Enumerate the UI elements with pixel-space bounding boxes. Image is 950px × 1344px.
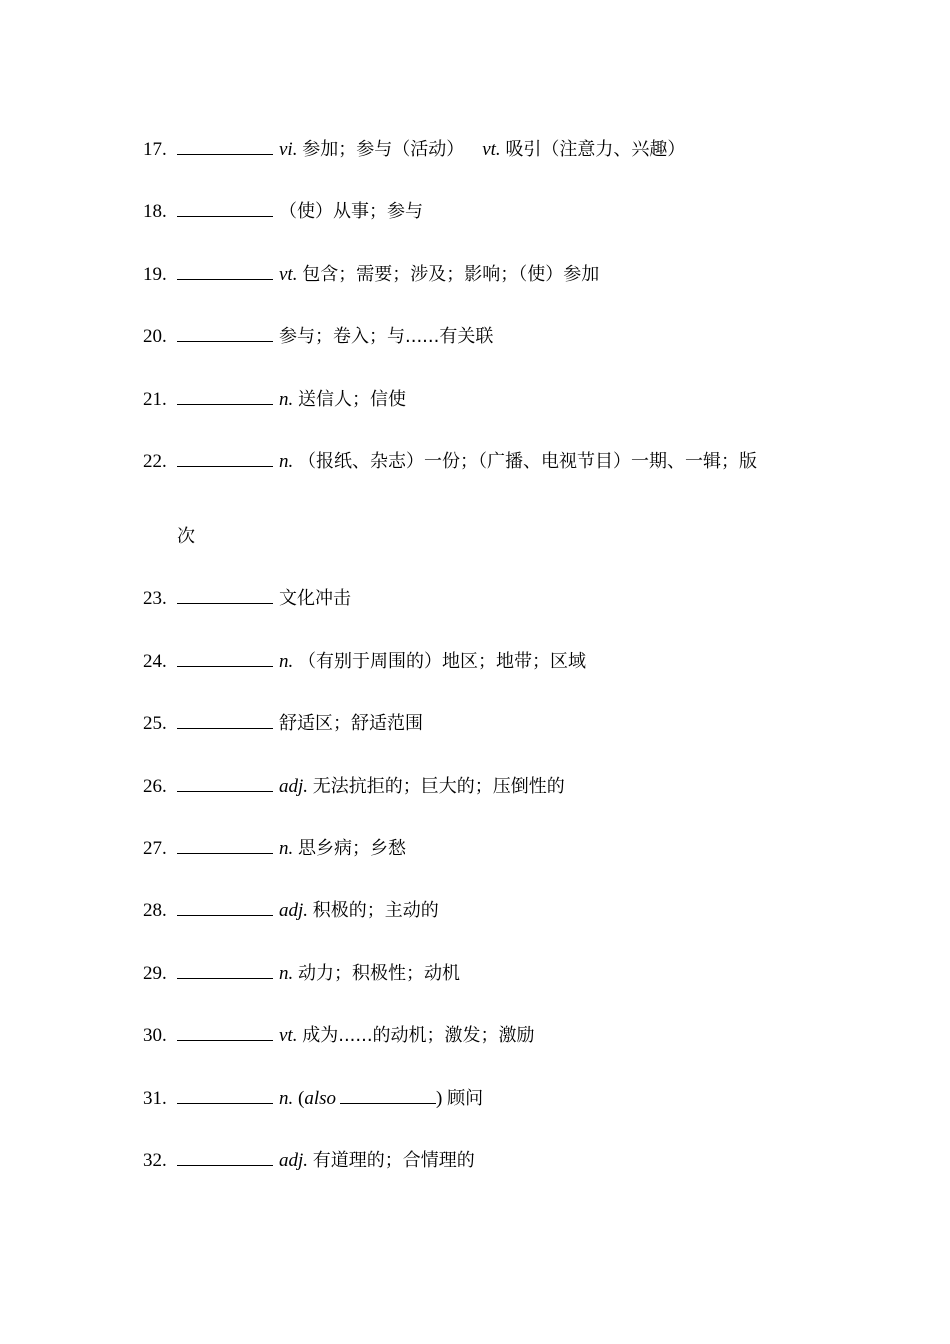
part-of-speech: vt.	[279, 1025, 298, 1046]
vocab-entry-26	[143, 775, 823, 799]
vocab-entry-18	[143, 200, 823, 224]
part-of-speech: n.	[279, 451, 294, 472]
meaning: 舒适区；舒适范围	[279, 713, 423, 734]
entry-number: 23.	[143, 588, 167, 609]
vocab-entry-22	[143, 450, 823, 474]
entry-number: 19.	[143, 264, 167, 285]
answer-blank[interactable]	[177, 402, 273, 405]
vocab-entry-27	[143, 837, 823, 861]
answer-blank[interactable]	[177, 214, 273, 217]
vocab-entry-20	[143, 325, 823, 349]
answer-blank[interactable]	[177, 1101, 273, 1104]
entry-number: 17.	[143, 139, 167, 160]
meaning: （使）从事；参与	[279, 201, 423, 222]
also-label: also	[304, 1088, 337, 1109]
entry-number: 26.	[143, 776, 167, 797]
meaning: 有道理的；合情理的	[312, 1150, 475, 1171]
answer-blank[interactable]	[177, 601, 273, 604]
vocab-entry-22-continuation: 次	[177, 526, 195, 547]
vocab-entry-31	[143, 1087, 823, 1111]
answer-blank[interactable]	[177, 1038, 273, 1041]
vocab-entry-29	[143, 962, 823, 986]
meaning: 参与；卷入；与......有关联	[279, 326, 494, 347]
meaning: 成为......的动机；激发；激励	[302, 1025, 535, 1046]
answer-blank[interactable]	[177, 726, 273, 729]
part-of-speech: n.	[279, 838, 294, 859]
meaning: （报纸、杂志）一份；（广播、电视节目）一期、一辑；版	[298, 451, 757, 472]
part-of-speech: n.	[279, 651, 294, 672]
open-paren: (	[298, 1088, 305, 1109]
part-of-speech: adj.	[279, 1150, 309, 1171]
meaning: 无法抗拒的；巨大的；压倒性的	[312, 776, 565, 797]
close-paren: )	[436, 1088, 443, 1109]
meaning: 顾问	[447, 1088, 484, 1109]
part-of-speech: n.	[279, 963, 294, 984]
answer-blank-alternate[interactable]	[340, 1101, 436, 1104]
meaning: 包含；需要；涉及；影响；（使）参加	[302, 264, 600, 285]
part-of-speech: vi.	[279, 139, 298, 160]
vocab-entry-19	[143, 263, 823, 287]
answer-blank[interactable]	[177, 913, 273, 916]
part-of-speech: vt.	[279, 264, 298, 285]
entry-number: 28.	[143, 900, 167, 921]
part-of-speech-2: vt.	[482, 139, 501, 160]
meaning: 积极的；主动的	[312, 900, 439, 921]
part-of-speech: n.	[279, 389, 294, 410]
vocab-entry-25	[143, 712, 823, 736]
answer-blank[interactable]	[177, 464, 273, 467]
answer-blank[interactable]	[177, 1163, 273, 1166]
meaning: 动力；积极性；动机	[298, 963, 460, 984]
entry-number: 24.	[143, 651, 167, 672]
part-of-speech: adj.	[279, 900, 309, 921]
answer-blank[interactable]	[177, 664, 273, 667]
vocab-entry-23	[143, 587, 823, 611]
entry-number: 20.	[143, 326, 167, 347]
part-of-speech: n.	[279, 1088, 294, 1109]
meaning: （有别于周围的）地区；地带；区域	[298, 651, 586, 672]
vocab-entry-30	[143, 1024, 823, 1048]
answer-blank[interactable]	[177, 152, 273, 155]
vocab-entry-28	[143, 899, 823, 923]
vocab-entry-17	[143, 138, 823, 162]
answer-blank[interactable]	[177, 976, 273, 979]
vocab-entry-24	[143, 650, 823, 674]
answer-blank[interactable]	[177, 277, 273, 280]
vocab-entry-32	[143, 1149, 823, 1173]
meaning: 文化冲击	[279, 588, 351, 609]
meaning: 参加；参与（活动）	[302, 139, 465, 160]
entry-number: 32.	[143, 1150, 167, 1171]
meaning: 送信人；信使	[298, 389, 406, 410]
entry-number: 22.	[143, 451, 167, 472]
part-of-speech: adj.	[279, 776, 309, 797]
entry-number: 21.	[143, 389, 167, 410]
entry-number: 29.	[143, 963, 167, 984]
answer-blank[interactable]	[177, 339, 273, 342]
entry-number: 27.	[143, 838, 167, 859]
entry-number: 31.	[143, 1088, 167, 1109]
vocab-entry-21	[143, 388, 823, 412]
meaning-2: 吸引（注意力、兴趣）	[505, 139, 686, 160]
entry-number: 30.	[143, 1025, 167, 1046]
answer-blank[interactable]	[177, 851, 273, 854]
answer-blank[interactable]	[177, 789, 273, 792]
meaning: 思乡病；乡愁	[298, 838, 406, 859]
entry-number: 18.	[143, 201, 167, 222]
entry-number: 25.	[143, 713, 167, 734]
